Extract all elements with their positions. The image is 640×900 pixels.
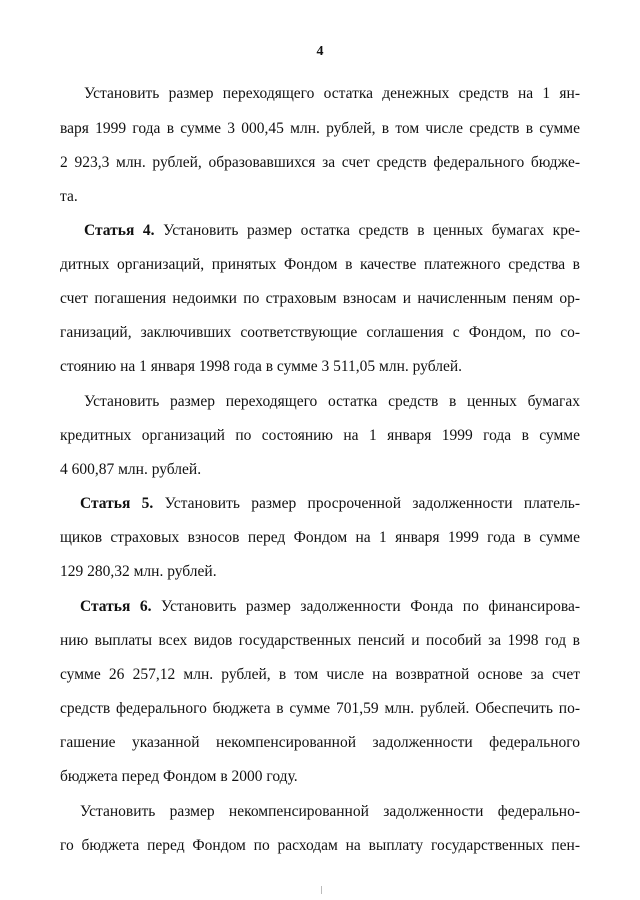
text-line: гашение указанной некомпенсированной задолженности федерального <box>60 734 580 751</box>
text-line: 129 280,32 млн. рублей. <box>60 563 217 580</box>
text-line: ганизаций, заключивших соответствующие соглашения с Фондом, по со- <box>60 324 580 341</box>
text-line: 4 600,87 млн. рублей. <box>60 461 202 478</box>
text-line: сумме 26 257,12 млн. рублей, в том числе на возвратной основе за счет <box>60 666 580 683</box>
scan-mark <box>321 886 322 894</box>
text-line: стоянию на 1 января 1998 года в сумме 3 511,05 млн. рублей. <box>60 358 463 375</box>
text-span: Установить размер остатка средств в ценных бумагах кре- <box>163 222 581 239</box>
text-span: Установить размер просроченной задолженности платель- <box>164 495 581 512</box>
text-line: дитных организаций, принятых Фондом в качестве платежного средства в <box>60 256 580 273</box>
text-line <box>84 221 580 241</box>
text-line: 2 923,3 млн. рублей, образовавшихся за счет средств федерального бюдже- <box>60 154 580 171</box>
text-line: го бюджета перед Фондом по расходам на выплату государственных пен- <box>60 837 580 854</box>
page-number: 4 <box>316 44 324 59</box>
article-heading: Статья 6. <box>80 598 152 615</box>
text-span: Установить размер задолженности Фонда по финансирова- <box>161 598 580 615</box>
text-line <box>80 494 580 514</box>
text-line: Установить размер переходящего остатка денежных средств на 1 ян- <box>84 85 580 102</box>
text-line: бюджета перед Фондом в 2000 году. <box>60 768 298 785</box>
article-heading: Статья 4. <box>84 222 155 239</box>
text-line: средств федерального бюджета в сумме 701,59 млн. рублей. Обеспечить по- <box>60 700 580 717</box>
text-line <box>80 597 580 617</box>
text-line: Установить размер переходящего остатка средств в ценных бумагах <box>84 393 580 410</box>
text-line: Установить размер некомпенсированной задолженности федерально- <box>80 803 580 820</box>
text-line: варя 1999 года в сумме 3 000,45 млн. рублей, в том числе средств в сумме <box>60 120 580 137</box>
text-line: нию выплаты всех видов государственных пенсий и пособий за 1998 год в <box>60 632 580 649</box>
article-heading: Статья 5. <box>80 495 154 512</box>
text-line: счет погашения недоимки по страховым взносам и начисленным пеням ор- <box>60 290 580 307</box>
text-line: щиков страховых взносов перед Фондом на 1 января 1999 года в сумме <box>60 529 580 546</box>
text-line: та. <box>60 188 78 205</box>
text-line: кредитных организаций по состоянию на 1 января 1999 года в сумме <box>60 427 580 444</box>
